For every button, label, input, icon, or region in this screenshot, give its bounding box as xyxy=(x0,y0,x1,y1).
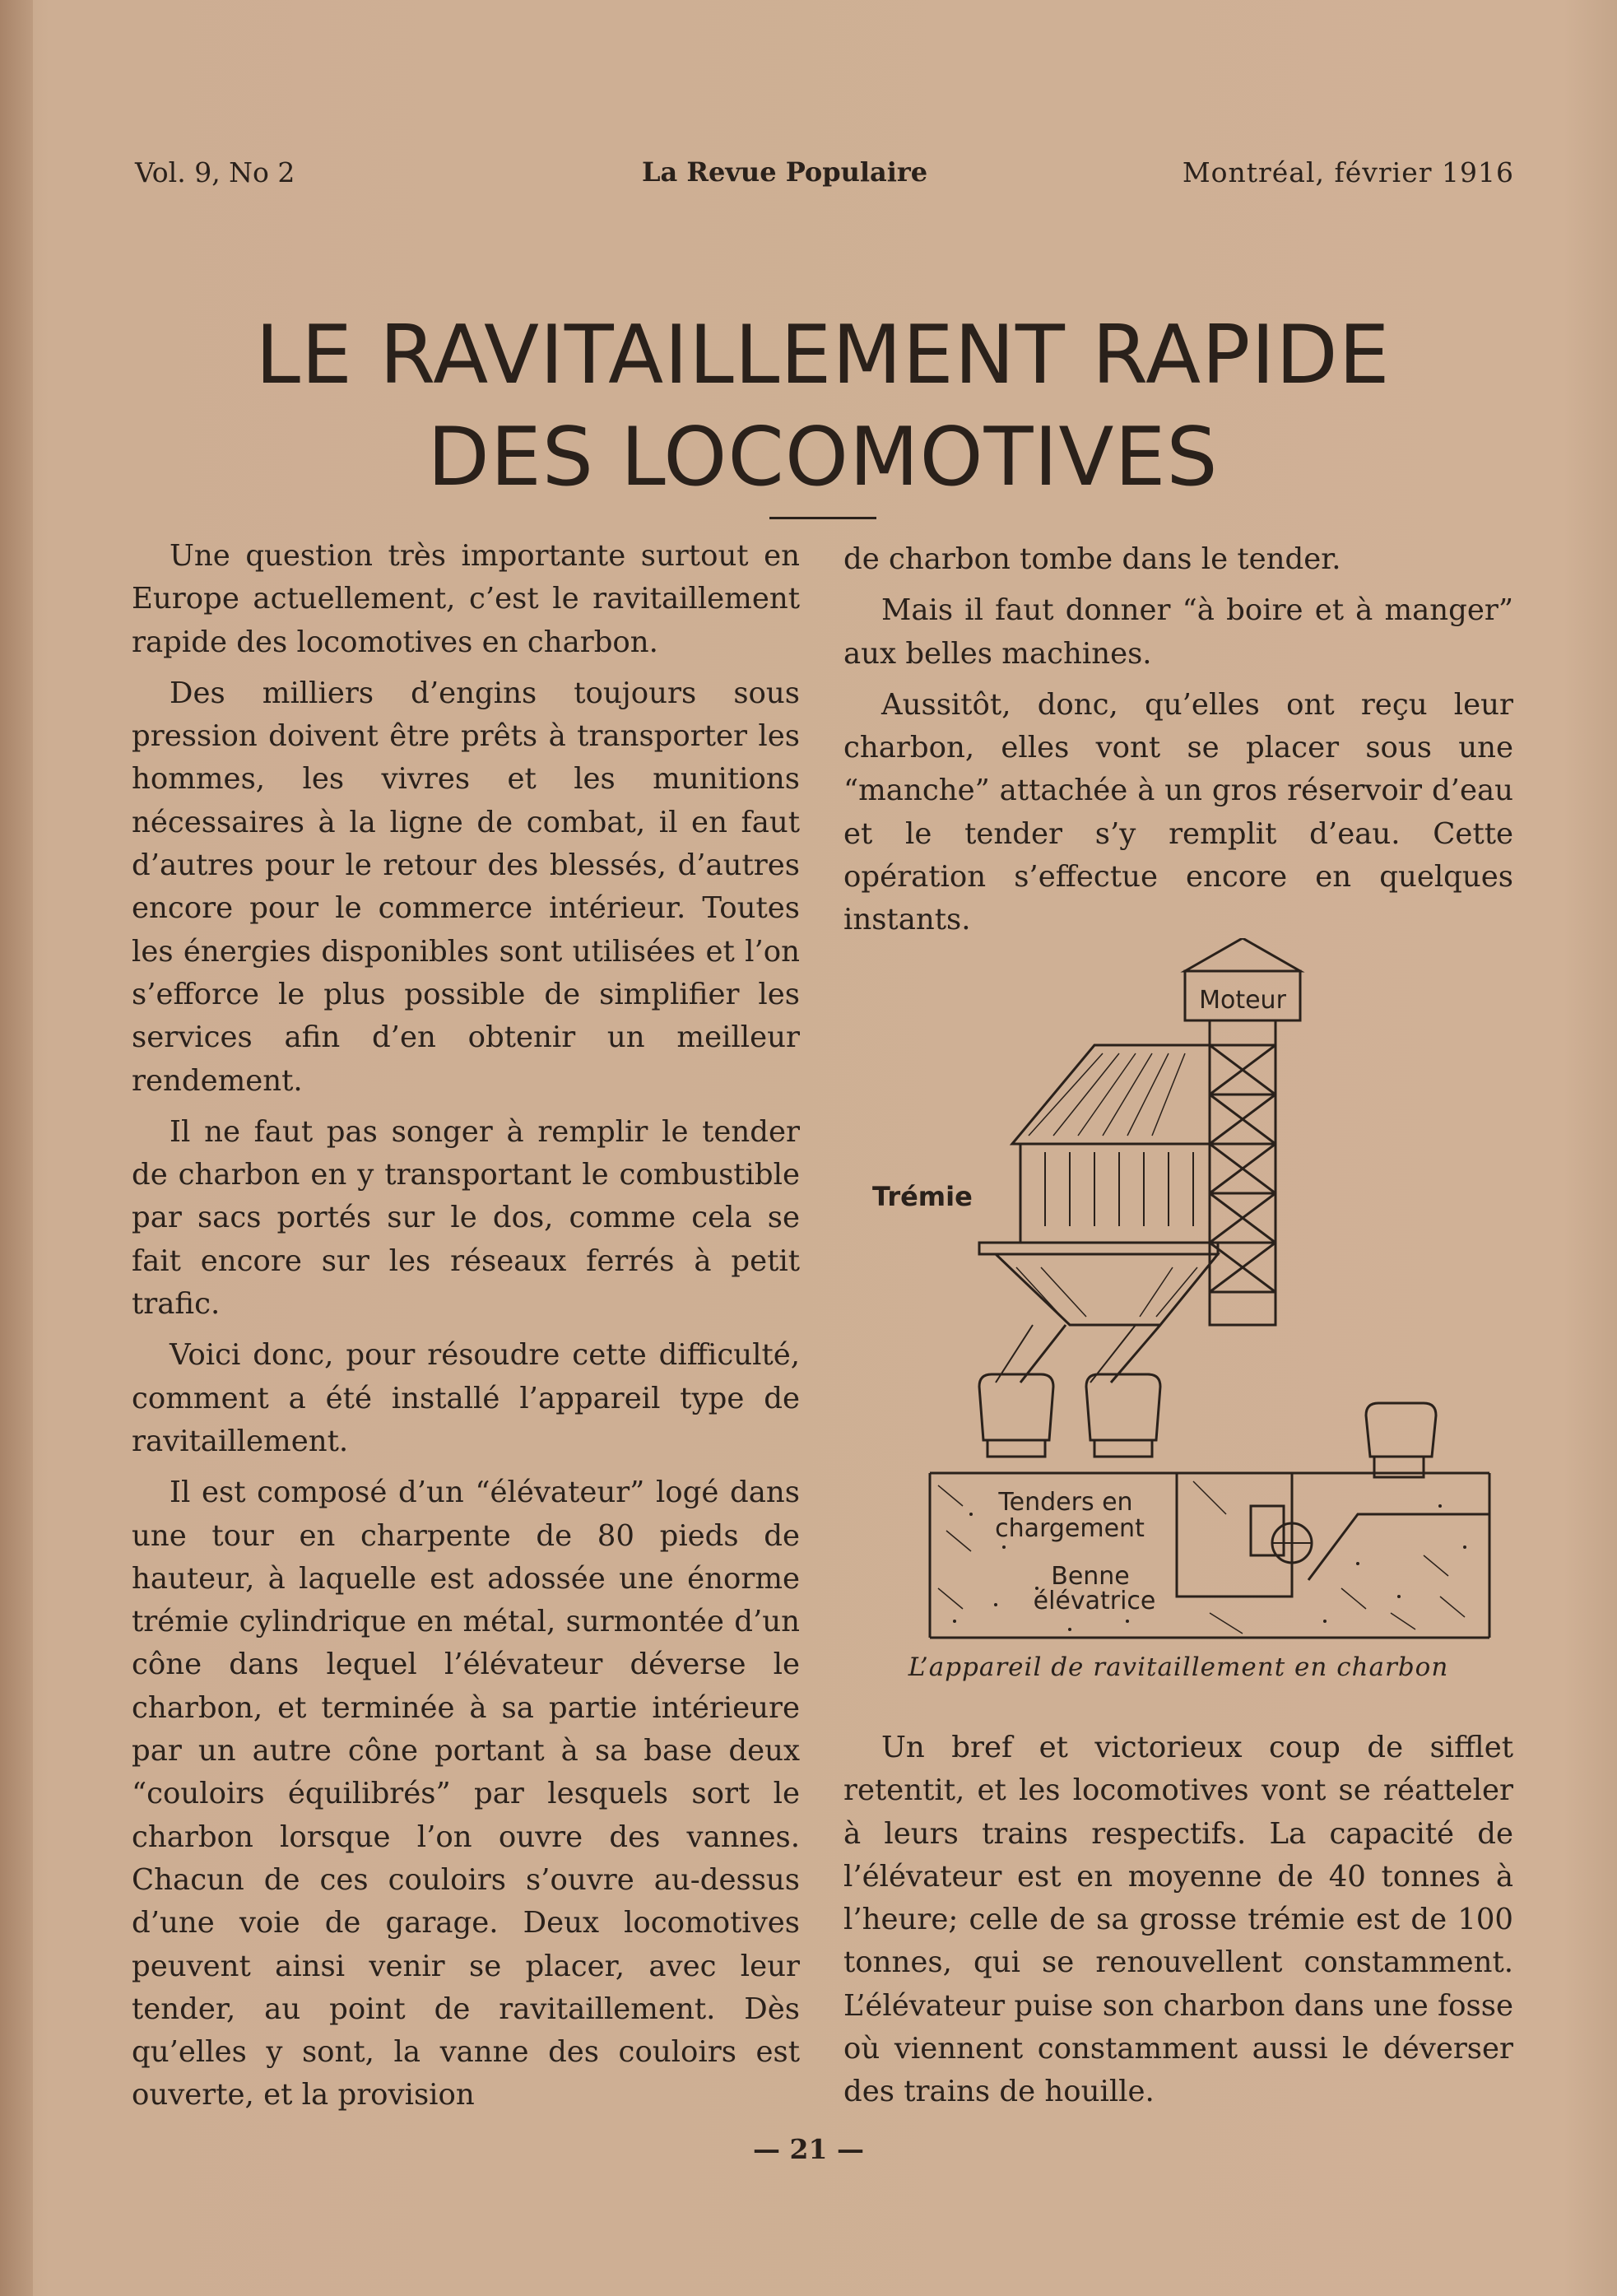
page-number: — 21 — xyxy=(753,2133,864,2165)
volume-number: Vol. 9, No 2 xyxy=(135,156,295,188)
paragraph: Voici donc, pour résoudre cette difficulté, comment a été installé l’appareil type de ravitaillement. xyxy=(132,1338,800,1458)
label-tremie: Trémie xyxy=(872,1181,973,1212)
page-spine xyxy=(0,0,33,2296)
paragraph: Il ne faut pas songer à remplir le tender de charbon en y transportant le combustible par sacs portés sur le dos, comme cela se fait encore sur les réseaux ferrés à petit trafic. xyxy=(132,1114,800,1322)
paragraph: Aussitôt, donc, qu’elles ont reçu leur charbon, elles vont se placer sous une “manche” attachée à un gros réservoir d’eau et le tender s’y remplit d’eau. Cette opération s’effectue encore en quelques instants. xyxy=(843,687,1513,937)
paragraph: Des milliers d’engins toujours sous pression doivent être prêts à transporter les hommes, les vivres et les munitions nécessaires à la ligne de combat, il en faut d’autres pour le retour des blessés, d’autres encore pour le commerce intérieur. Toutes les énergies disponibles sont utilisées et l’on s’efforce le plus possible de simplifier les services afin d’en obtenir un meilleur rendement. xyxy=(132,676,800,1098)
title-rule xyxy=(769,517,876,519)
paragraph: Il est composé d’un “élévateur” logé dans une tour en charpente de 80 pieds de hauteur, à laquelle est adossée une énorme trémie cylindrique en métal, surmontée d’un cône dans lequel l’élévateur déverse le charbon, et terminée à sa partie intérieure par un autre cône portant à sa base deux “couloirs équilibrés” par lesquels sort le charbon lorsque l’on ouvre des vannes. Chacun de ces couloirs s’ouvre au-dessus d’une voie de garage. Deux locomotives peuvent ainsi venir se placer, avec leur tender, au point de ravitaillement. Dès qu’elles y sont, la vanne des couloirs est ouverte, et la provision xyxy=(132,1476,800,2112)
illustration-drawing xyxy=(864,938,1506,1654)
label-elevatrice: élévatrice xyxy=(1033,1587,1156,1615)
label-chargement: chargement xyxy=(995,1514,1145,1543)
left-column xyxy=(132,535,800,2126)
right-column-bottom xyxy=(843,1727,1513,2122)
article-title xyxy=(132,304,1514,509)
label-moteur: Moteur xyxy=(1199,986,1286,1015)
figure-caption: L’appareil de ravitaillement en charbon xyxy=(908,1652,1449,1682)
paragraph: Une question très importante surtout en Europe actuellement, c’est le ravitaillement rapide des locomotives en charbon. xyxy=(132,539,800,659)
label-benne: Benne xyxy=(1051,1562,1130,1591)
label-tenders: Tenders en xyxy=(998,1488,1133,1517)
title-line-2: DES LOCOMOTIVES xyxy=(427,411,1219,504)
paragraph: de charbon tombe dans le tender. xyxy=(843,542,1341,576)
running-header xyxy=(132,156,1514,198)
paragraph: Un bref et victorieux coup de sifflet retentit, et les locomotives vont se réatteler à leurs trains respectifs. La capacité de l’élévateur est en moyenne de 40 tonnes à l’heure; celle de sa grosse trémie est de 100 tonnes, qui se renouvellent constamment. L’élévateur puise son charbon dans une fosse où viennent constamment aussi le déverser des trains de houille. xyxy=(843,1731,1513,2109)
issue-date: Montréal, février 1916 xyxy=(1182,156,1514,188)
right-column-top xyxy=(843,538,1513,950)
coal-loader-illustration xyxy=(864,938,1506,1654)
title-line-1: LE RAVITAILLEMENT RAPIDE xyxy=(255,309,1391,402)
paragraph: Mais il faut donner “à boire et à manger” aux belles machines. xyxy=(843,593,1513,671)
publication-name: La Revue Populaire xyxy=(642,156,928,188)
